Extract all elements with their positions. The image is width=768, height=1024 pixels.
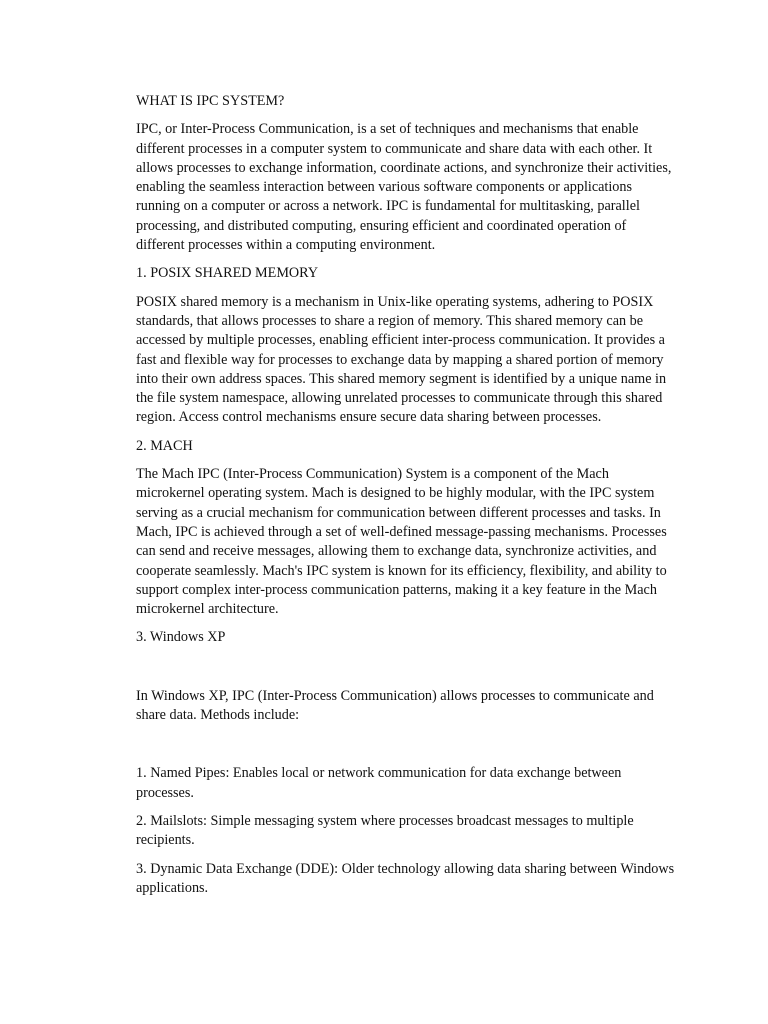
section-heading-windows-xp: 3. Windows XP (136, 629, 226, 646)
section-body-posix: POSIX shared memory is a mechanism in Unix-like operating systems, adhering to POSIX standards, that allows processes to share a region of memory. This shared memory can be accessed by multiple processes, enabling efficient inter-process communication. It provides a fast and flexible way for processes to exchange data by mapping a shared portion of memory into their own address spaces. This shared memory segment is identified by a unique name in the file system namespace, allowing unrelated processes to communicate through this shared region. Access control mechanisms ensure secure data sharing between processes. (136, 293, 667, 426)
section-heading-posix: 1. POSIX SHARED MEMORY (136, 265, 319, 282)
method-item-dde: 3. Dynamic Data Exchange (DDE): Older technology allowing data sharing between Windows applications. (136, 860, 675, 896)
method-item-named-pipes: 1. Named Pipes: Enables local or network communication for data exchange between processes. (136, 765, 622, 801)
method-item-mailslots: 2. Mailslots: Simple messaging system where processes broadcast messages to multiple recipients. (136, 812, 634, 849)
section-body-windows-xp: In Windows XP, IPC (Inter-Process Communication) allows processes to communicate and share data. Methods include: (136, 687, 654, 724)
section-body-mach: The Mach IPC (Inter-Process Communication) System is a component of the Mach microkernel operating system. Mach is designed to be highly modular, with the IPC system serving as a crucial mechanism for communication between different processes and tasks. In Mach, IPC is achieved through a set of well-defined message-passing mechanisms. Processes can send and receive messages, allowing them to exchange data, synchronize activities, and cooperate seamlessly. Mach's IPC system is known for its efficiency, flexibility, and ability to support complex inter-process communication patterns, making it a key feature in the Mach microkernel architecture. (136, 466, 667, 618)
intro-paragraph: IPC, or Inter-Process Communication, is a set of techniques and mechanisms that enable different processes in a computer system to communicate and share data with each other. It allows processes to exchange information, coordinate actions, and synchronize their activities, enabling the seamless interaction between various software components or applications running on a computer or across a network. IPC is fundamental for multitasking, parallel processing, and distributed computing, ensuring efficient and coordinated operation of different processes within a computing environment. (136, 121, 672, 254)
section-heading-mach: 2. MACH (136, 437, 193, 454)
document-title: WHAT IS IPC SYSTEM? (136, 93, 285, 109)
document-page (136, 92, 676, 907)
